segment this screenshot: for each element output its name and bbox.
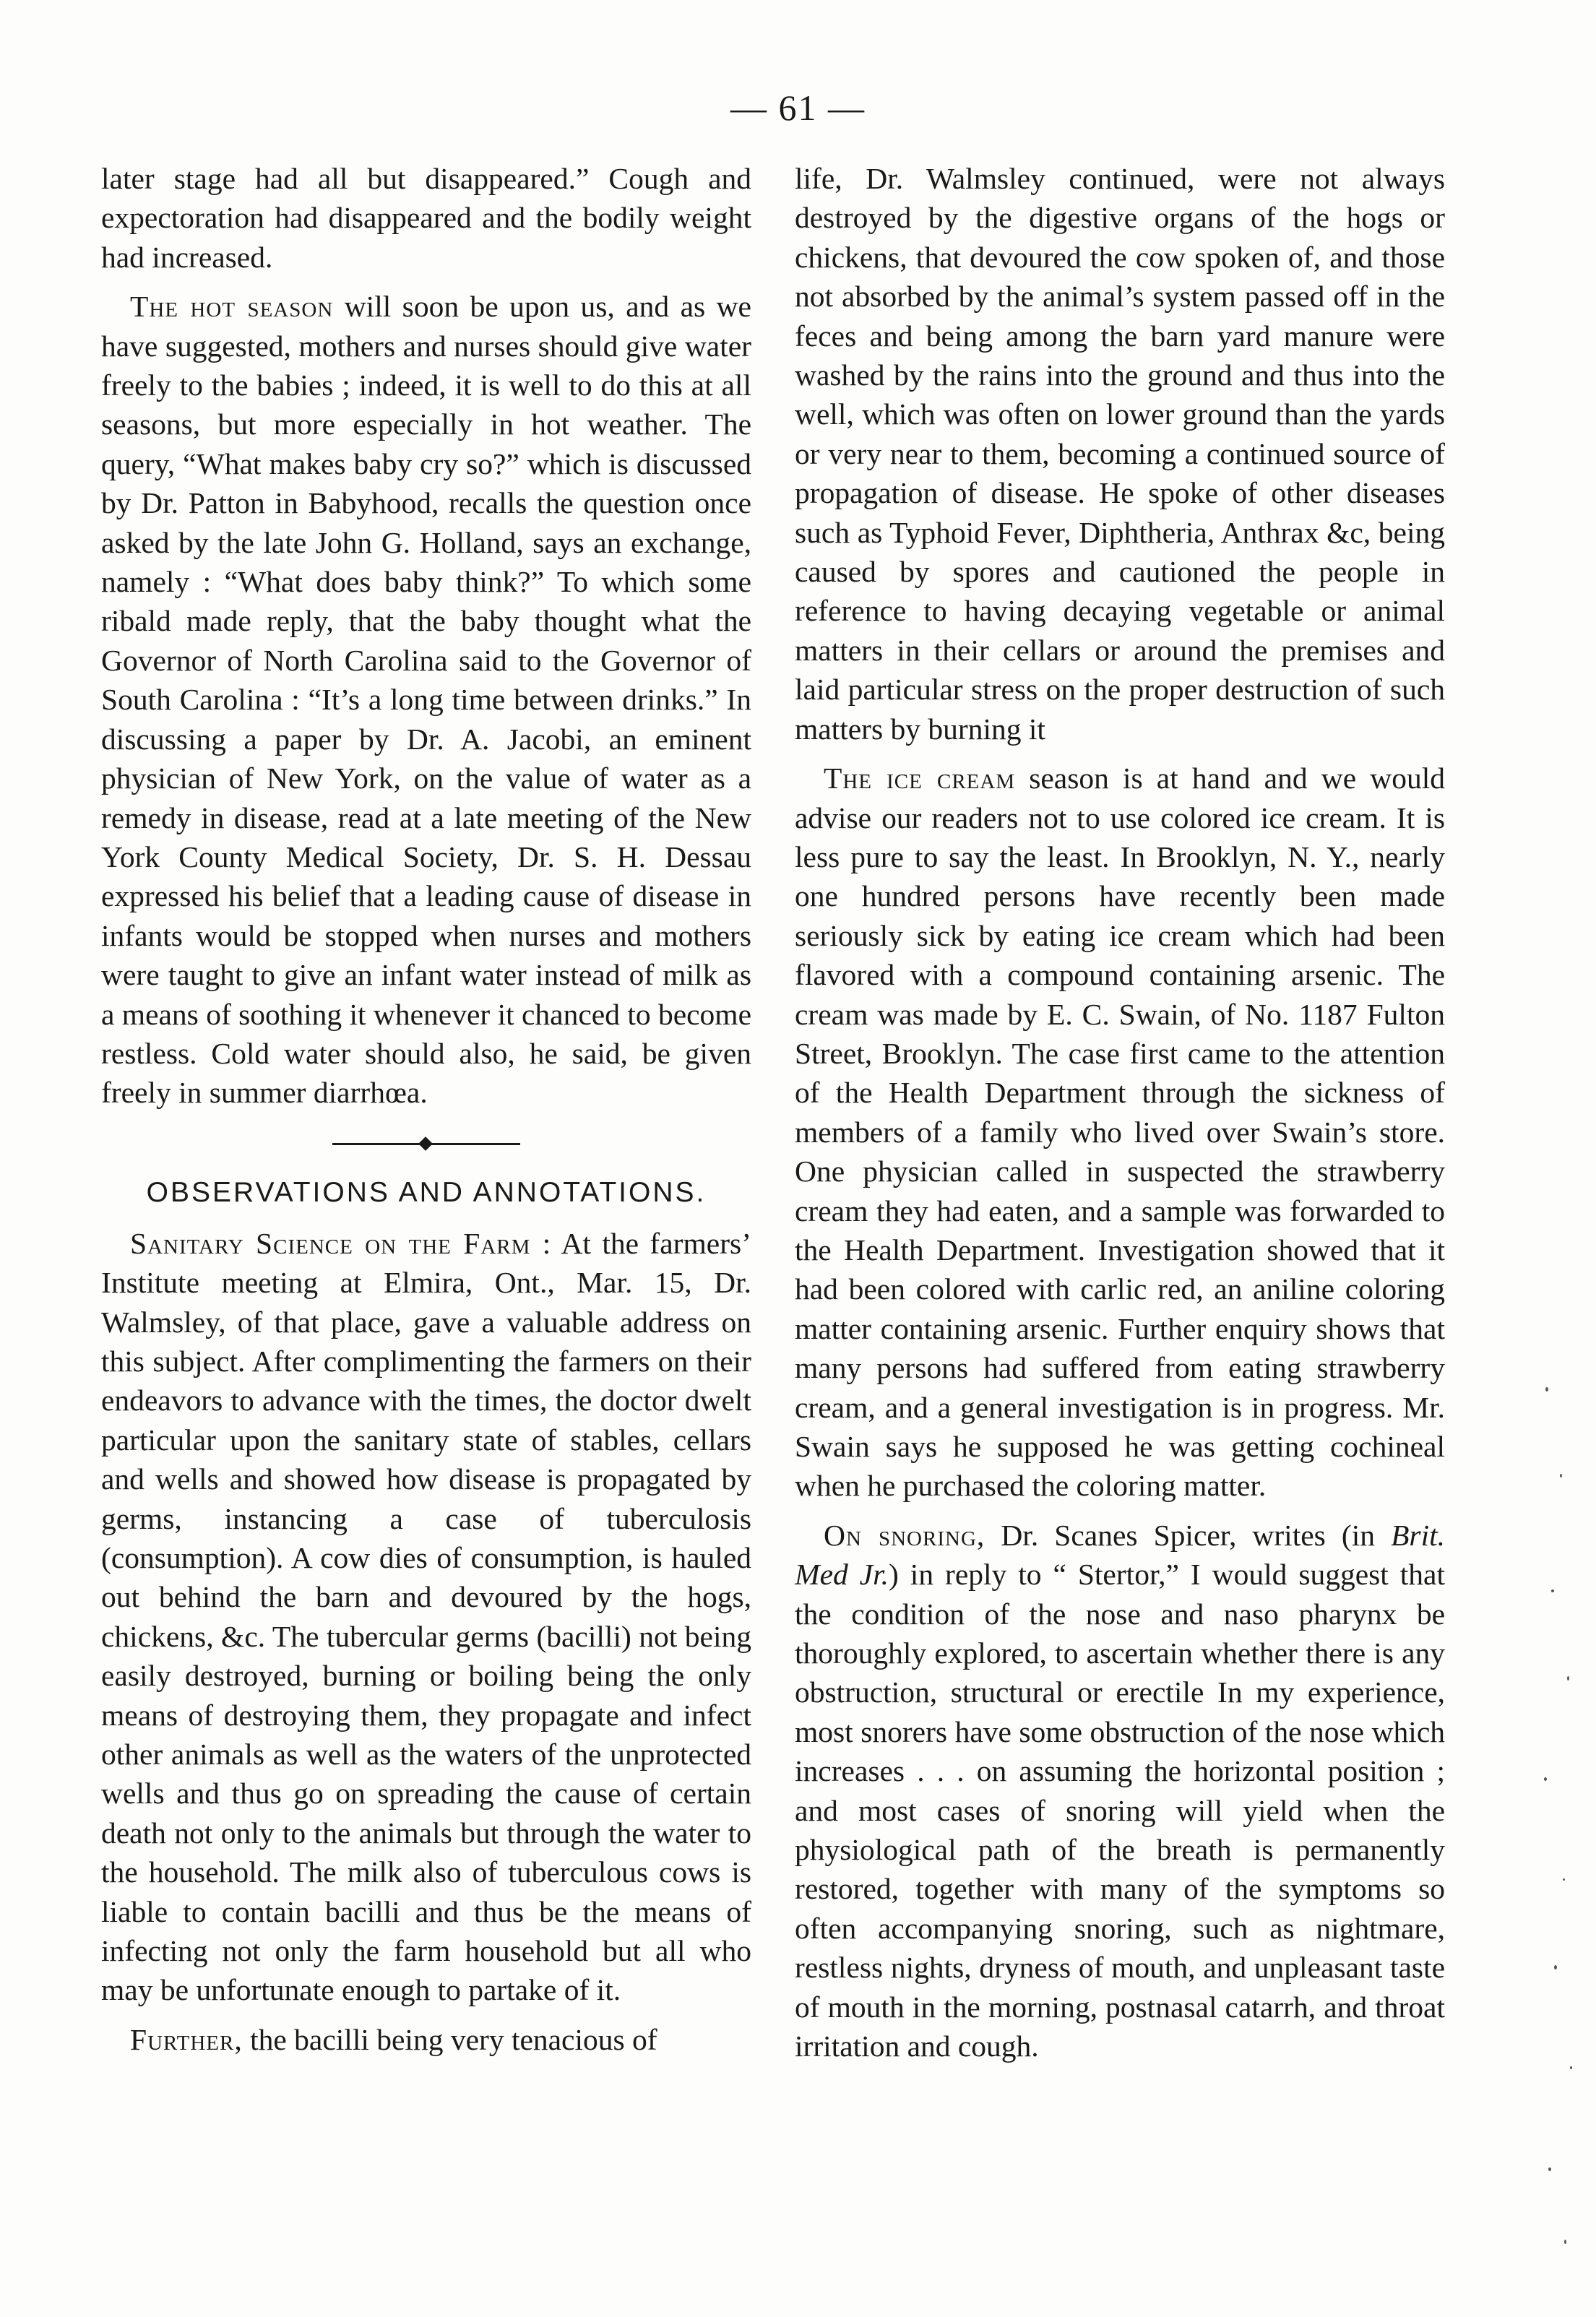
page-number: — 61 —	[730, 87, 866, 128]
sanitary-science-paragraph	[101, 1224, 751, 2010]
hot-season-paragraph	[101, 287, 751, 1113]
left-column	[101, 159, 751, 2069]
ice-cream-lead: The ice cream	[824, 761, 1016, 795]
hot-season-lead: The hot season	[130, 290, 334, 324]
ice-cream-paragraph	[795, 759, 1445, 1506]
snoring-paragraph	[795, 1516, 1445, 2066]
hot-season-text: will soon be upon us, and as we have suggested, mothers and nurses should give water freely to the babies ; indeed, it is well to do this at all seasons, but more especially in hot weather. The query, “What makes baby cry so?” which is discussed by Dr. Patton in Babyhood, recalls the question once asked by the late John G. Holland, says an exchange, namely : “What does baby think?” To which some ribald made reply, that the baby thought what the Governor of North Carolina said to the Governor of South Carolina : “It’s a long time between drinks.” In discussing a paper by Dr. A. Jacobi, an eminent physician of New York, on the value of water as a remedy in disease, read at a late meeting of the New York County Medical Society, Dr. S. H. Dessau expressed his belief that a leading cause of disease in infants would be stopped when nurses and mothers were taught to give an infant water instead of milk as a means of soothing it whenever it chanced to become restless. Cold water should also, he said, be given freely in summer diarrhœa.	[101, 290, 752, 1110]
journal-title: Brit. Med Jr.	[795, 1518, 1445, 1592]
further-paragraph	[101, 2020, 751, 2059]
right-paragraph-1: life, Dr. Walmsley continued, were not always destroyed by the digestive organs of the hogs or chickens, that devoured the cow spoken of, and those not absorbed by the animal’s system passed off in the feces and being among the barn yard manure were washed by the rains into the ground and thus into the well, which was often on lower ground than the yards or very near to them, becoming a continued source of propagation of disease. He spoke of other diseases such as Typhoid Fever, Diphtheria, Anthrax &c, being caused by spores and cautioned the people in reference to having decaying vegetable or animal matters in their cellars or around the premises and laid particular stress on the proper destruction of such matters by burning it	[795, 162, 1445, 746]
ice-cream-text: season is at hand and we would advise our readers not to use colored ice cream. It is less pure to say the least. In Brooklyn, N. Y., nearly one hundred persons have recently been made seriously sick by eating ice cream which had been flavored with a compound containing arsenic. The cream was made by E. C. Swain, of No. 1187 Fulton Street, Brooklyn. The case first came to the attention of the Health Department through the sickness of members of a family who lived over Swain’s store. One physician called in suspected the strawberry cream they had eaten, and a sample was forwarded to the Health Department. Investigation showed that it had been colored with carlic red, an aniline coloring matter containing arsenic. Further enquiry shows that many persons had suffered from eating strawberry cream, and a general investigation is in progress. Mr. Swain says he supposed he was getting cochineal when he purchased the coloring matter.	[795, 761, 1445, 1503]
right-column	[795, 159, 1445, 2076]
section-heading: OBSERVATIONS AND ANNOTATIONS.	[146, 1176, 707, 1208]
divider-diamond-icon	[418, 1136, 433, 1151]
left-paragraph-1: later stage had all but disappeared.” Cough and expectoration had disappeared and the bodily weight had increased.	[101, 162, 751, 274]
scan-margin-specks	[1538, 1373, 1582, 2276]
snoring-text-b: ) in reply to “ Stertor,” I would suggest that the condition of the nose and naso pharynx be thoroughly explored, to ascertain whether there is any obstruction, structural or erectile In my experience, most snorers have some obstruction of the nose which increases . . . on assuming the horizontal position ; and most cases of snoring will yield when the physiological path of the breath is permanently restored, together with many of the symptoms so often accompanying snoring, such as nightmare, restless nights, dryness of mouth, and unpleasant taste of mouth in the morning, postnasal catarrh, and throat irritation and cough.	[795, 1558, 1445, 2063]
snoring-lead: On snoring,	[824, 1518, 985, 1552]
further-lead: Further,	[130, 2022, 243, 2056]
sanitary-science-text: At the farmers’ Institute meeting at Elmira, Ont., Mar. 15, Dr. Walmsley, of that place, gave a valuable address on this subject. After complimenting the farmers on their endeavors to advance with the times, the doctor dwelt particular upon the sanitary state of stables, cellars and wells and showed how disease is propagated by germs, instancing a case of tuberculosis (consumption). A cow dies of consumption, is hauled out behind the barn and devoured by the hogs, chickens, &c. The tubercular germs (bacilli) not being easily destroyed, burning or boiling being the only means of destroying them, they propagate and infect other animals as well as the waters of the unprotected wells and thus go on spreading the cause of certain death not only to the animals but through the water to the household. The milk also of tuberculous cows is liable to contain bacilli and thus be the means of infecting not only the farm household but all who may be unfortunate enough to partake of it.	[101, 1226, 751, 2007]
section-divider-ornament	[101, 1123, 751, 1166]
sanitary-science-lead: Sanitary Science on the Farm :	[130, 1226, 552, 1260]
snoring-text-a: Dr. Scanes Spicer, writes (in	[985, 1518, 1392, 1552]
further-text: the bacilli being very tenacious of	[242, 2022, 657, 2056]
